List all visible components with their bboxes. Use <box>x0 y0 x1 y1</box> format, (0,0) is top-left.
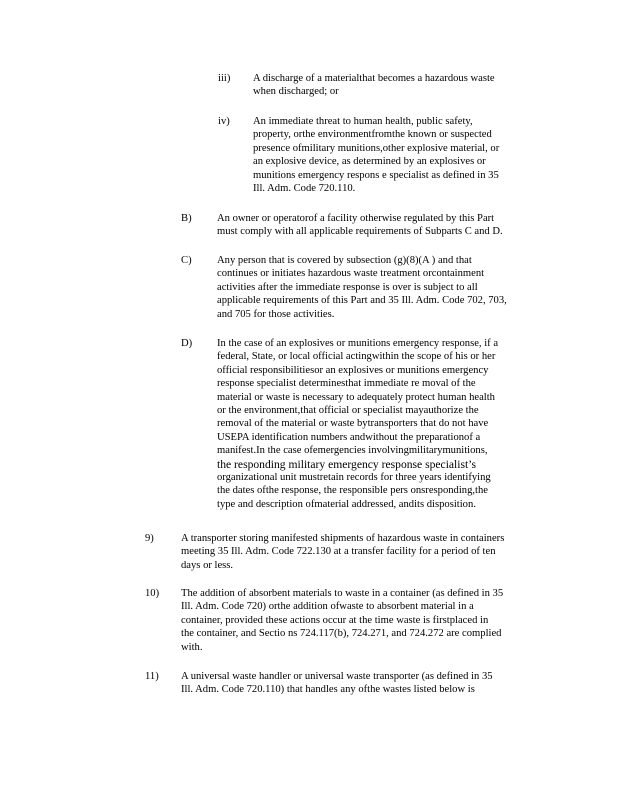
text-line: continues or initiates hazardous waste treatment orcontainment <box>217 268 485 280</box>
text-line: type and description ofmaterial addressed, andits disposition. <box>217 498 476 510</box>
text-line: and 705 for those activities. <box>217 308 335 320</box>
item-text <box>181 670 547 697</box>
text-line: official responsibilitiesor an explosives or munitions emergency <box>217 364 489 376</box>
item-marker: 11) <box>145 671 159 682</box>
item-marker: C) <box>181 255 192 266</box>
text-line: manifest.In the case ofemergencies involvingmilitarymunitions, <box>217 445 488 457</box>
text-line: property, orthe environmentfromthe known or suspected <box>253 129 492 141</box>
text-line: presence ofmilitary munitions,other explosive material, or <box>253 142 500 154</box>
text-line: A transporter storing manifested shipments of hazardous waste in containers <box>181 533 505 544</box>
text-line: container, provided these actions occur at the time waste is firstplaced in <box>181 614 489 626</box>
text-line: USEPA identification numbers andwithout the preparationof a <box>217 431 481 443</box>
item-marker: D) <box>181 338 193 349</box>
text-line: Ill. Adm. Code 720) orthe addition ofwaste to absorbent material in a <box>181 601 474 613</box>
item-marker: 10) <box>145 588 160 599</box>
text-line: An immediate threat to human health, public safety, <box>253 116 473 127</box>
item-text <box>181 587 547 654</box>
item-text <box>253 72 525 99</box>
text-line: An owner or operatorof a facility otherwise regulated by this Part <box>217 213 495 224</box>
text-line: when discharged; or <box>253 86 339 98</box>
text-line: the container, and Sectio ns 724.117(b), 724.271, and 724.272 are complied <box>181 628 502 640</box>
text-line: Any person that is covered by subsection (g)(8)(A ) and that <box>217 255 472 266</box>
text-line: The addition of absorbent materials to waste in a container (as defined in 35 <box>181 588 504 599</box>
text-line: meeting 35 Ill. Adm. Code 722.130 at a transfer facility for a period of ten <box>181 546 496 558</box>
text-line: an explosive device, as determined by an explosives or <box>253 156 486 168</box>
item-text <box>181 532 545 572</box>
text-line: A universal waste handler or universal waste transporter (as defined in 35 <box>181 671 493 682</box>
text-line: must comply with all applicable requirements of Subparts C and D. <box>217 226 503 238</box>
item-text <box>253 115 533 195</box>
text-line: days or less. <box>181 559 234 571</box>
item-text <box>217 212 545 239</box>
text-line: Ill. Adm. Code 720.110. <box>253 183 356 195</box>
item-marker: 9) <box>145 533 154 544</box>
text-line: removal of the material or waste bytransporters that do not have <box>217 418 489 430</box>
text-line: applicable requirements of this Part and 35 Ill. Adm. Code 702, 703, <box>217 295 507 307</box>
text-line: federal, State, or local official actingwithin the scope of his or her <box>217 351 496 363</box>
text-line: Ill. Adm. Code 720.110) that handles any ofthe wastes listed below is <box>181 684 475 696</box>
text-line: organizational unit mustretain records for three years identifying <box>217 472 491 484</box>
text-line: A discharge of a materialthat becomes a hazardous waste <box>253 73 495 84</box>
text-line: the responding military emergency response specialist’s <box>217 457 476 471</box>
text-line: munitions emergency respons e specialist as defined in 35 <box>253 169 499 181</box>
text-line: activities after the immediate response is over is subject to all <box>217 281 478 293</box>
text-line: the dates ofthe response, the responsible pers onsresponding,the <box>217 485 488 497</box>
text-line: with. <box>181 641 203 653</box>
item-text <box>217 254 547 321</box>
text-line: response specialist determinesthat immediate re moval of the <box>217 378 476 390</box>
item-marker: iii) <box>218 73 231 84</box>
text-line: material or waste is necessary to adequately protect human health <box>217 391 495 403</box>
item-marker: iv) <box>218 116 230 127</box>
item-marker: B) <box>181 213 192 224</box>
text-line: or the environment,that official or specialist mayauthorize the <box>217 405 479 417</box>
item-text <box>217 337 547 511</box>
text-line: In the case of an explosives or munitions emergency response, if a <box>217 338 499 349</box>
